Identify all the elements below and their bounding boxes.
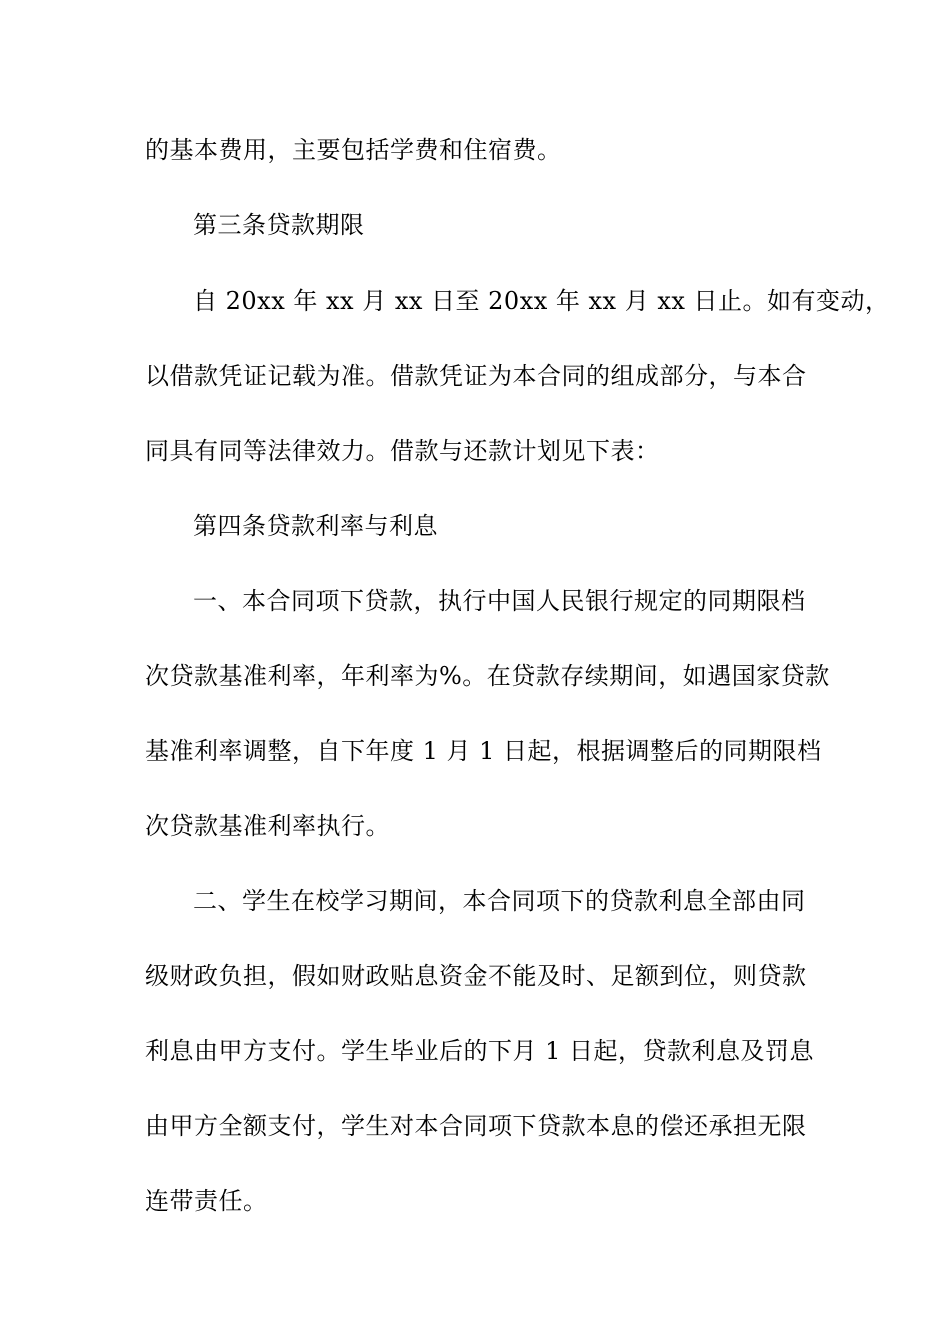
paragraph-line: 一、本合同项下贷款，执行中国人民银行规定的同期限档 xyxy=(193,587,806,615)
paragraph-line: 次贷款基准利率，年利率为%。在贷款存续期间，如遇国家贷款 xyxy=(145,662,830,690)
paragraph-line: 连带责任。 xyxy=(145,1187,268,1215)
article-heading: 第四条贷款利率与利息 xyxy=(193,512,438,540)
article-heading: 第三条贷款期限 xyxy=(193,211,365,239)
paragraph-line: 基准利率调整，自下年度 1 月 1 日起，根据调整后的同期限档 xyxy=(145,737,822,765)
paragraph-line: 由甲方全额支付，学生对本合同项下贷款本息的偿还承担无限 xyxy=(145,1112,807,1140)
paragraph-line: 自 20xx 年 xx 月 xx 日至 20xx 年 xx 月 xx 日止。如有变动， xyxy=(193,287,890,315)
paragraph-line: 次贷款基准利率执行。 xyxy=(145,812,390,840)
paragraph-line: 的基本费用，主要包括学费和住宿费。 xyxy=(145,136,562,164)
paragraph-line: 利息由甲方支付。学生毕业后的下月 1 日起，贷款利息及罚息 xyxy=(145,1037,815,1065)
paragraph-line: 以借款凭证记载为准。借款凭证为本合同的组成部分，与本合 xyxy=(145,362,807,390)
paragraph-line: 级财政负担，假如财政贴息资金不能及时、足额到位，则贷款 xyxy=(145,962,807,990)
paragraph-line: 二、学生在校学习期间，本合同项下的贷款利息全部由同 xyxy=(193,887,806,915)
paragraph-line: 同具有同等法律效力。借款与还款计划见下表： xyxy=(145,437,660,465)
